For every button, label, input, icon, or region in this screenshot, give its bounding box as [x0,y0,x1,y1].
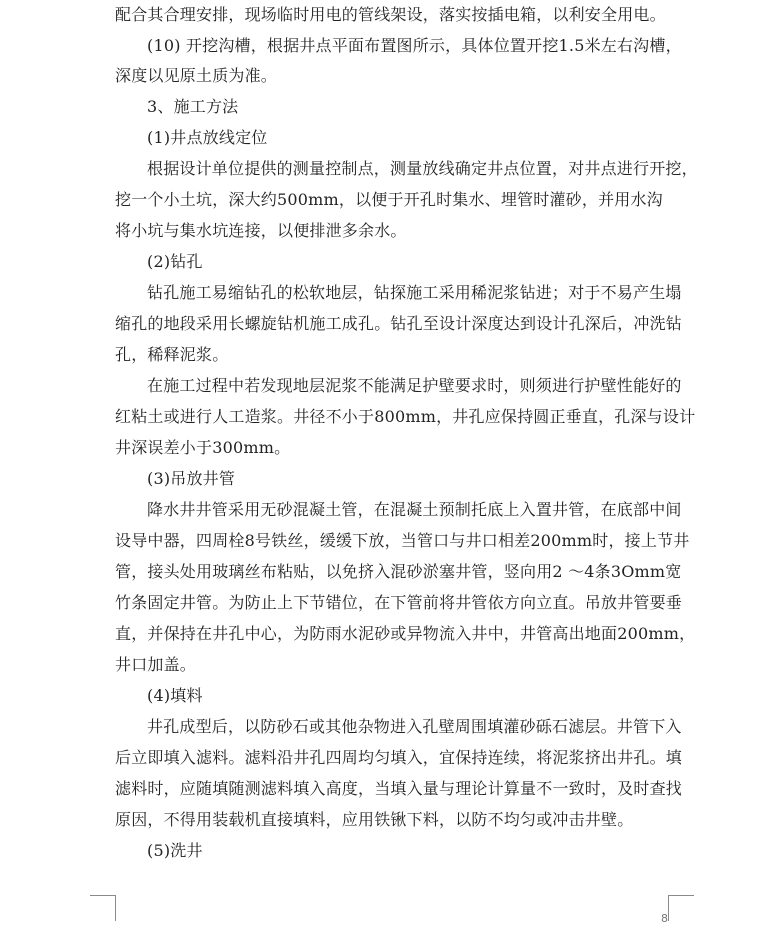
text-line: 挖一个小土坑，深大约500mm，以便于开孔时集水、埋管时灌砂，并用水沟 [115,190,663,209]
text-line: 原因，不得用装载机直接填料，应用铁锹下料，以防不均匀或冲击井壁。 [115,810,634,829]
subsection-heading: (1)井点放线定位 [147,128,268,147]
text-line: 孔，稀释泥浆。 [115,345,229,364]
text-line: 降水井井管采用无砂混凝土管，在混凝土预制托底上入置井管，在底部中间 [147,500,682,519]
text-line: 管，接头处用玻璃丝布粘贴，以免挤入混砂淤塞井管，竖向用2 ～4条3Omm宽 [115,562,682,581]
text-line: 深度以见原土质为准。 [115,66,278,85]
text-line: 滤料时，应随填随测滤料填入高度，当填入量与理论计算量不一致时，及时查找 [115,779,683,798]
text-line: 井深误差小于300mm。 [115,438,291,457]
text-line: 将小坑与集水坑连接，以便排泄多余水。 [115,221,407,240]
text-line: 井孔成型后，以防砂石或其他杂物进入孔壁周围填灌砂砾石滤层。井管下入 [147,717,682,736]
text-line: (10) 开挖沟槽，根据井点平面布置图所示，具体位置开挖1.5米左右沟槽， [147,36,682,55]
text-line: 红粘土或进行人工造浆。井径不小于800mm，井孔应保持圆正垂直，孔深与设计 [115,407,696,426]
page-number: 8 [661,912,668,925]
text-line: 根据设计单位提供的测量控制点，测量放线确定井点位置，对井点进行开挖， [147,159,698,178]
text-line: 钻孔施工易缩钻孔的松软地层，钻探施工采用稀泥浆钻进；对于不易产生塌 [147,283,682,302]
section-heading: 3、施工方法 [147,97,239,116]
text-line: 井口加盖。 [115,655,197,674]
subsection-heading: (5)洗井 [147,841,203,860]
text-line: 直，并保持在井孔中心，为防雨水泥砂或异物流入井中，井管高出地面200mm， [115,624,696,643]
text-line: 在施工过程中若发现地层泥浆不能满足护壁要求时，则须进行护壁性能好的 [147,376,682,395]
subsection-heading: (4)填料 [147,686,203,705]
subsection-heading: (2)钻孔 [147,252,203,271]
text-line: 竹条固定井管。为防止上下节错位，在下管前将井管依方向立直。吊放井管要垂 [115,593,683,612]
margin-corner-mark-left [90,895,116,921]
subsection-heading: (3)吊放井管 [147,469,236,488]
text-line: 缩孔的地段采用长螺旋钻机施工成孔。钻孔至设计深度达到设计孔深后，冲洗钻 [115,314,683,333]
text-line: 后立即填入滤料。滤料沿井孔四周均匀填入，宜保持连续，将泥浆挤出井孔。填 [115,748,683,767]
text-line: 配合其合理安排，现场临时用电的管线架设，落实按插电箱，以利安全用电。 [115,5,666,24]
text-line: 设导中器，四周栓8号铁丝，缓缓下放，当管口与井口相差200mm时，接上节井 [115,531,690,550]
margin-corner-mark-right [668,895,694,921]
